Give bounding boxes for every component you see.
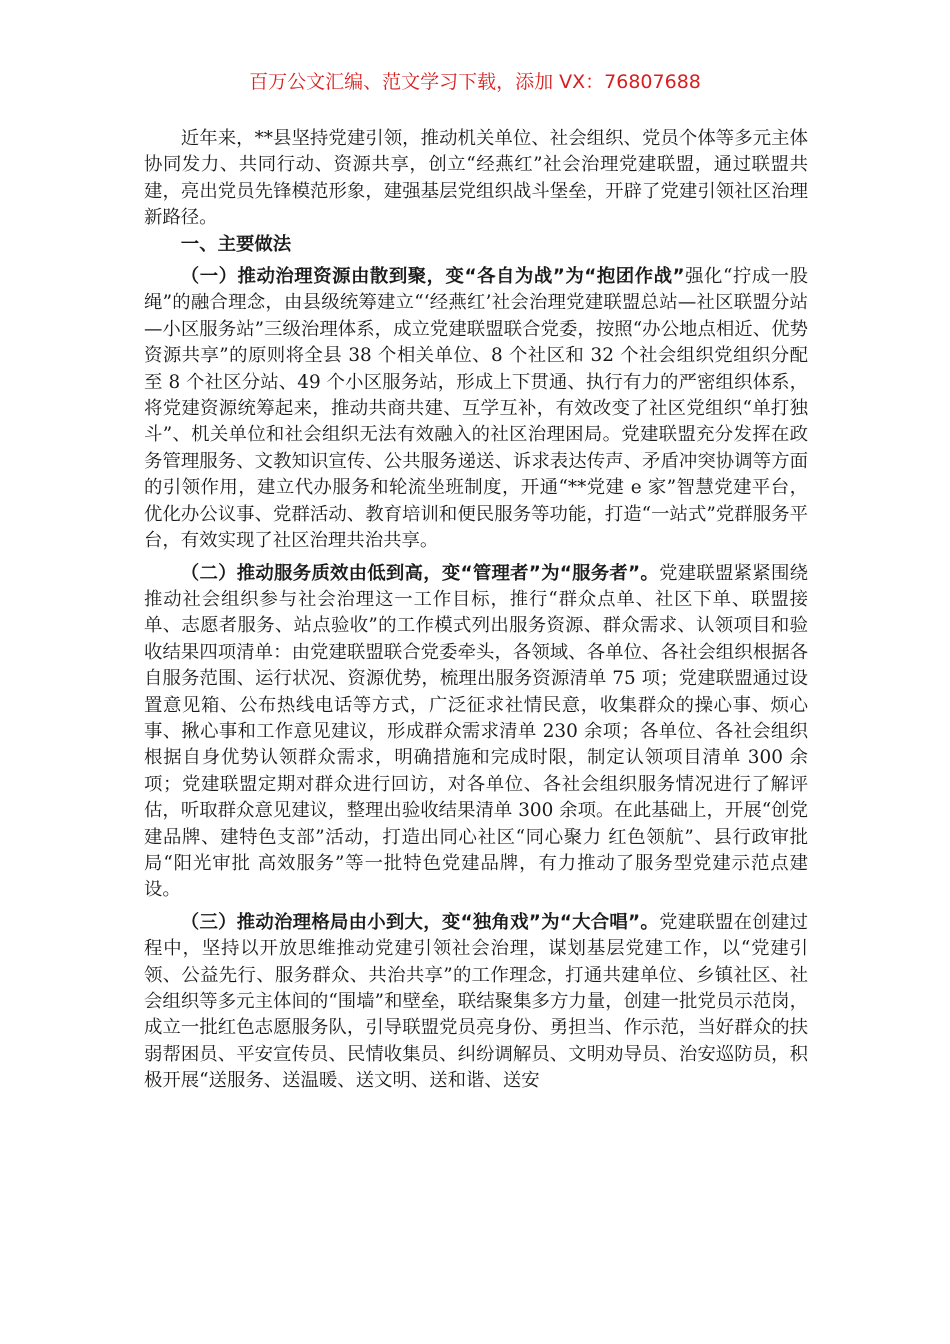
part3-lead: （三）推动治理格局由小到大，变“独角戏”为“大合唱”。: [180, 911, 660, 933]
part2-lead: （二）推动服务质效由低到高，变“管理者”为“服务者”。: [180, 562, 660, 584]
part1-lead: （一）推动治理资源由散到聚，变“各自为战”为“抱团作战”: [180, 266, 685, 288]
part2-paragraph: [144, 561, 808, 904]
part2-body: 党建联盟紧紧围绕推动社会组织参与社会治理这一工作目标，推行“群众点单、社区下单、联盟接单、志愿者服务、站点验收”的工作模式列出服务资源、群众需求、认领项目和验收结果四项清单：由党建联盟联合党委牵头，各领域、各单位、各社会组织根据各自服务范围、运行状况、资源优势，梳理出服务资源清单 75 项；党建联盟通过设置意见箱、公布热线电话等方式，广泛征求社情民意，收集群众的操心事、烦心事、揪心事和工作意见建议，形成群众需求清单 230 余项；各单位、各社会组织根据自身优势认领群众需求，明确措施和完成时限，制定认领项目清单 300 余项；党建联盟定期对群众进行回访，对各单位、各社会组织服务情况进行了解评估，听取群众意见建议，整理出验收结果清单 300 余项。在此基础上，开展“创党建品牌、建特色支部”活动，打造出同心社区“同心聚力 红色领航”、县行政审批局“阳光审批 高效服务”等一批特色党建品牌，有力推动了服务型党建示范点建设。: [144, 562, 808, 901]
part3-body: 党建联盟在创建过程中，坚持以开放思维推动党建引领社会治理，谋划基层党建工作，以“党建引领、公益先行、服务群众、共治共享”的工作理念，打通共建单位、乡镇社区、社会组织等多元主体间的“围墙”和壁垒，联结聚集多方力量，创建一批党员示范岗，成立一批红色志愿服务队，引导联盟党员亮身份、勇担当、作示范，当好群众的扶弱帮困员、平安宣传员、民情收集员、纠纷调解员、文明劝导员、治安巡防员，积极开展“送服务、送温暖、送文明、送和谐、送安: [144, 911, 808, 1092]
part1-paragraph: [144, 264, 808, 554]
watermark-banner: 百万公文汇编、范文学习下载，添加 VX：76807688: [249, 71, 701, 93]
part1-body: 强化“拧成一股绳”的融合理念，由县级统筹建立“‘经燕红’社会治理党建联盟总站—社区联盟分站—小区服务站”三级治理体系，成立党建联盟联合党委，按照“办公地点相近、优势资源共享”的原则将全县 38 个相关单位、8 个社区和 32 个社会组织党组织分配至 8 个社区分站、49 个小区服务站，形成上下贯通、执行有力的严密组织体系，将党建资源统筹起来，推动共商共建、互学互补，有效改变了社区党组织“单打独斗”、机关单位和社会组织无法有效融入的社区治理困局。党建联盟充分发挥在政务管理服务、文教知识宣传、公共服务递送、诉求表达传声、矛盾冲突协调等方面的引领作用，建立代办服务和轮流坐班制度，开通“**党建 e 家”智慧党建平台，优化办公议事、党群活动、教育培训和便民服务等功能，打造“一站式”党群服务平台，有效实现了社区治理共治共享。: [144, 266, 808, 552]
part3-paragraph: [144, 910, 808, 1095]
document-body: [144, 126, 808, 1095]
intro-paragraph: 近年来，**县坚持党建引领，推动机关单位、社会组织、党员个体等多元主体协同发力、共同行动、资源共享，创立“经燕红”社会治理党建联盟，通过联盟共建，亮出党员先锋模范形象，建强基层党组织战斗堡垒，开辟了党建引领社区治理新路径。: [144, 128, 808, 229]
section-heading: 一、主要做法: [180, 233, 292, 255]
